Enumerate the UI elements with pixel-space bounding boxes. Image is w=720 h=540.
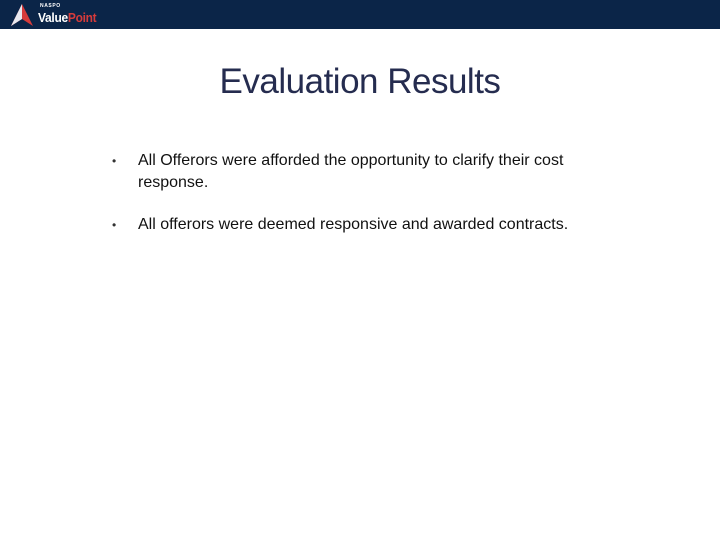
naspo-valuepoint-logo-icon — [10, 3, 34, 27]
bullet-marker: • — [112, 218, 117, 232]
logo-brand-accent: Point — [67, 10, 97, 25]
bullet-item — [112, 150, 612, 194]
bullet-marker: • — [112, 154, 117, 168]
bullet-list — [112, 150, 612, 256]
bullet-text: All Offerors were afforded the opportunity to clarify their cost response. — [138, 152, 564, 191]
logo-brand-main: Value — [38, 10, 68, 25]
naspo-valuepoint-logo — [10, 2, 108, 27]
bullet-item — [112, 214, 612, 236]
logo-naspo-text: NASPO — [40, 3, 61, 9]
header-bar — [0, 0, 720, 29]
bullet-text: All offerors were deemed responsive and awarded contracts. — [138, 216, 569, 233]
logo-brand-text — [38, 10, 96, 25]
logo-text — [38, 2, 108, 27]
slide-title: Evaluation Results — [219, 62, 501, 101]
